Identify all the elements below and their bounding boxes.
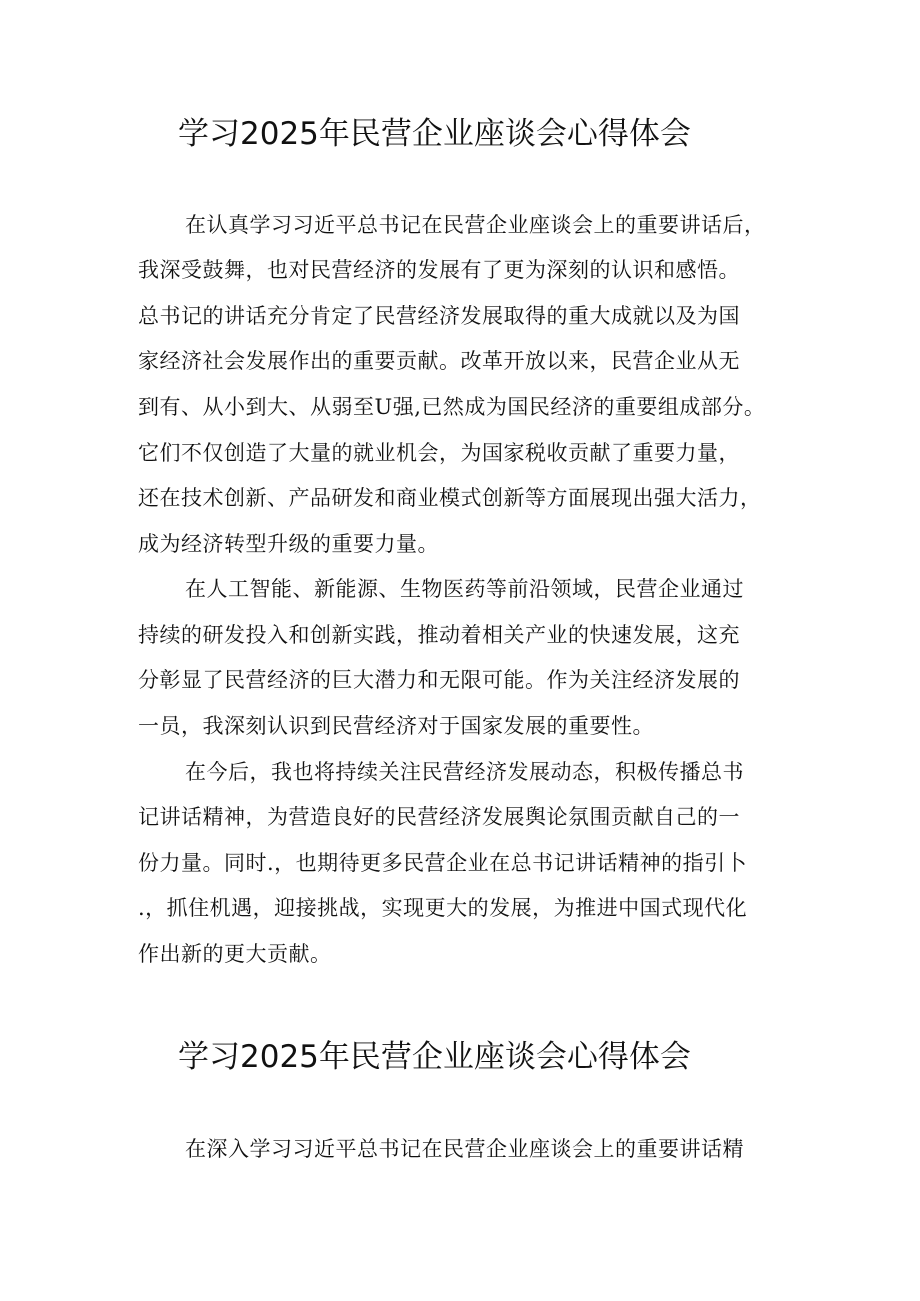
paragraph-line: 还在技术创新、产品研发和商业模式创新等方面展现出强大活力， [138, 486, 762, 510]
paragraph-line: 份力量。同时.，也期待更多民营企业在总书记讲话精神的指引卜 [138, 851, 748, 875]
paragraph-line: 在今后，我也将持续关注民营经济发展动态，积极传播总书 [185, 760, 744, 784]
paragraph-line: 持续的研发投入和创新实践，推动着相关产业的快速发展，这充 [138, 623, 740, 647]
paragraph-line: 它们不仅创造了大量的就业机会，为国家税收贡献了重要力量， [138, 441, 740, 465]
document-title: 学习2025年民营企业座谈会心得体会 [178, 116, 691, 152]
paragraph-line: 到有、从小到大、从弱至U强,已然成为国民经济的重要组成部分。 [138, 395, 766, 419]
paragraph-line: .，抓住机遇，迎接挑战，实现更大的发展，为推进中国式现代化 [138, 896, 748, 920]
paragraph-line: 家经济社会发展作出的重要贡献。改革开放以来，民营企业从无 [138, 349, 740, 373]
paragraph-line: 我深受鼓舞，也对民营经济的发展有了更为深刻的认识和感悟。 [138, 258, 740, 282]
paragraph-line: 记讲话精神，为营造良好的民营经济发展舆论氛围贡献自己的一 [138, 805, 740, 829]
paragraph-line: 在认真学习习近平总书记在民营企业座谈会上的重要讲话后， [185, 213, 766, 237]
paragraph-line: 分彰显了民营经济的巨大潜力和无限可能。作为关注经济发展的 [138, 668, 740, 692]
paragraph-line: 一员，我深刻认识到民营经济对于国家发展的重要性。 [138, 714, 654, 738]
paragraph-line: 成为经济转型升级的重要力量。 [138, 532, 439, 556]
second-document-title: 学习2025年民营企业座谈会心得体会 [178, 1039, 691, 1075]
paragraph-line: 总书记的讲话充分肯定了民营经济发展取得的重大成就以及为国 [138, 304, 740, 328]
paragraph-line: 作出新的更大贡献。 [138, 942, 332, 966]
paragraph-line: 在人工智能、新能源、生物医药等前沿领域，民营企业通过 [185, 577, 744, 601]
paragraph-line: 在深入学习习近平总书记在民营企业座谈会上的重要讲话精 [185, 1137, 744, 1161]
